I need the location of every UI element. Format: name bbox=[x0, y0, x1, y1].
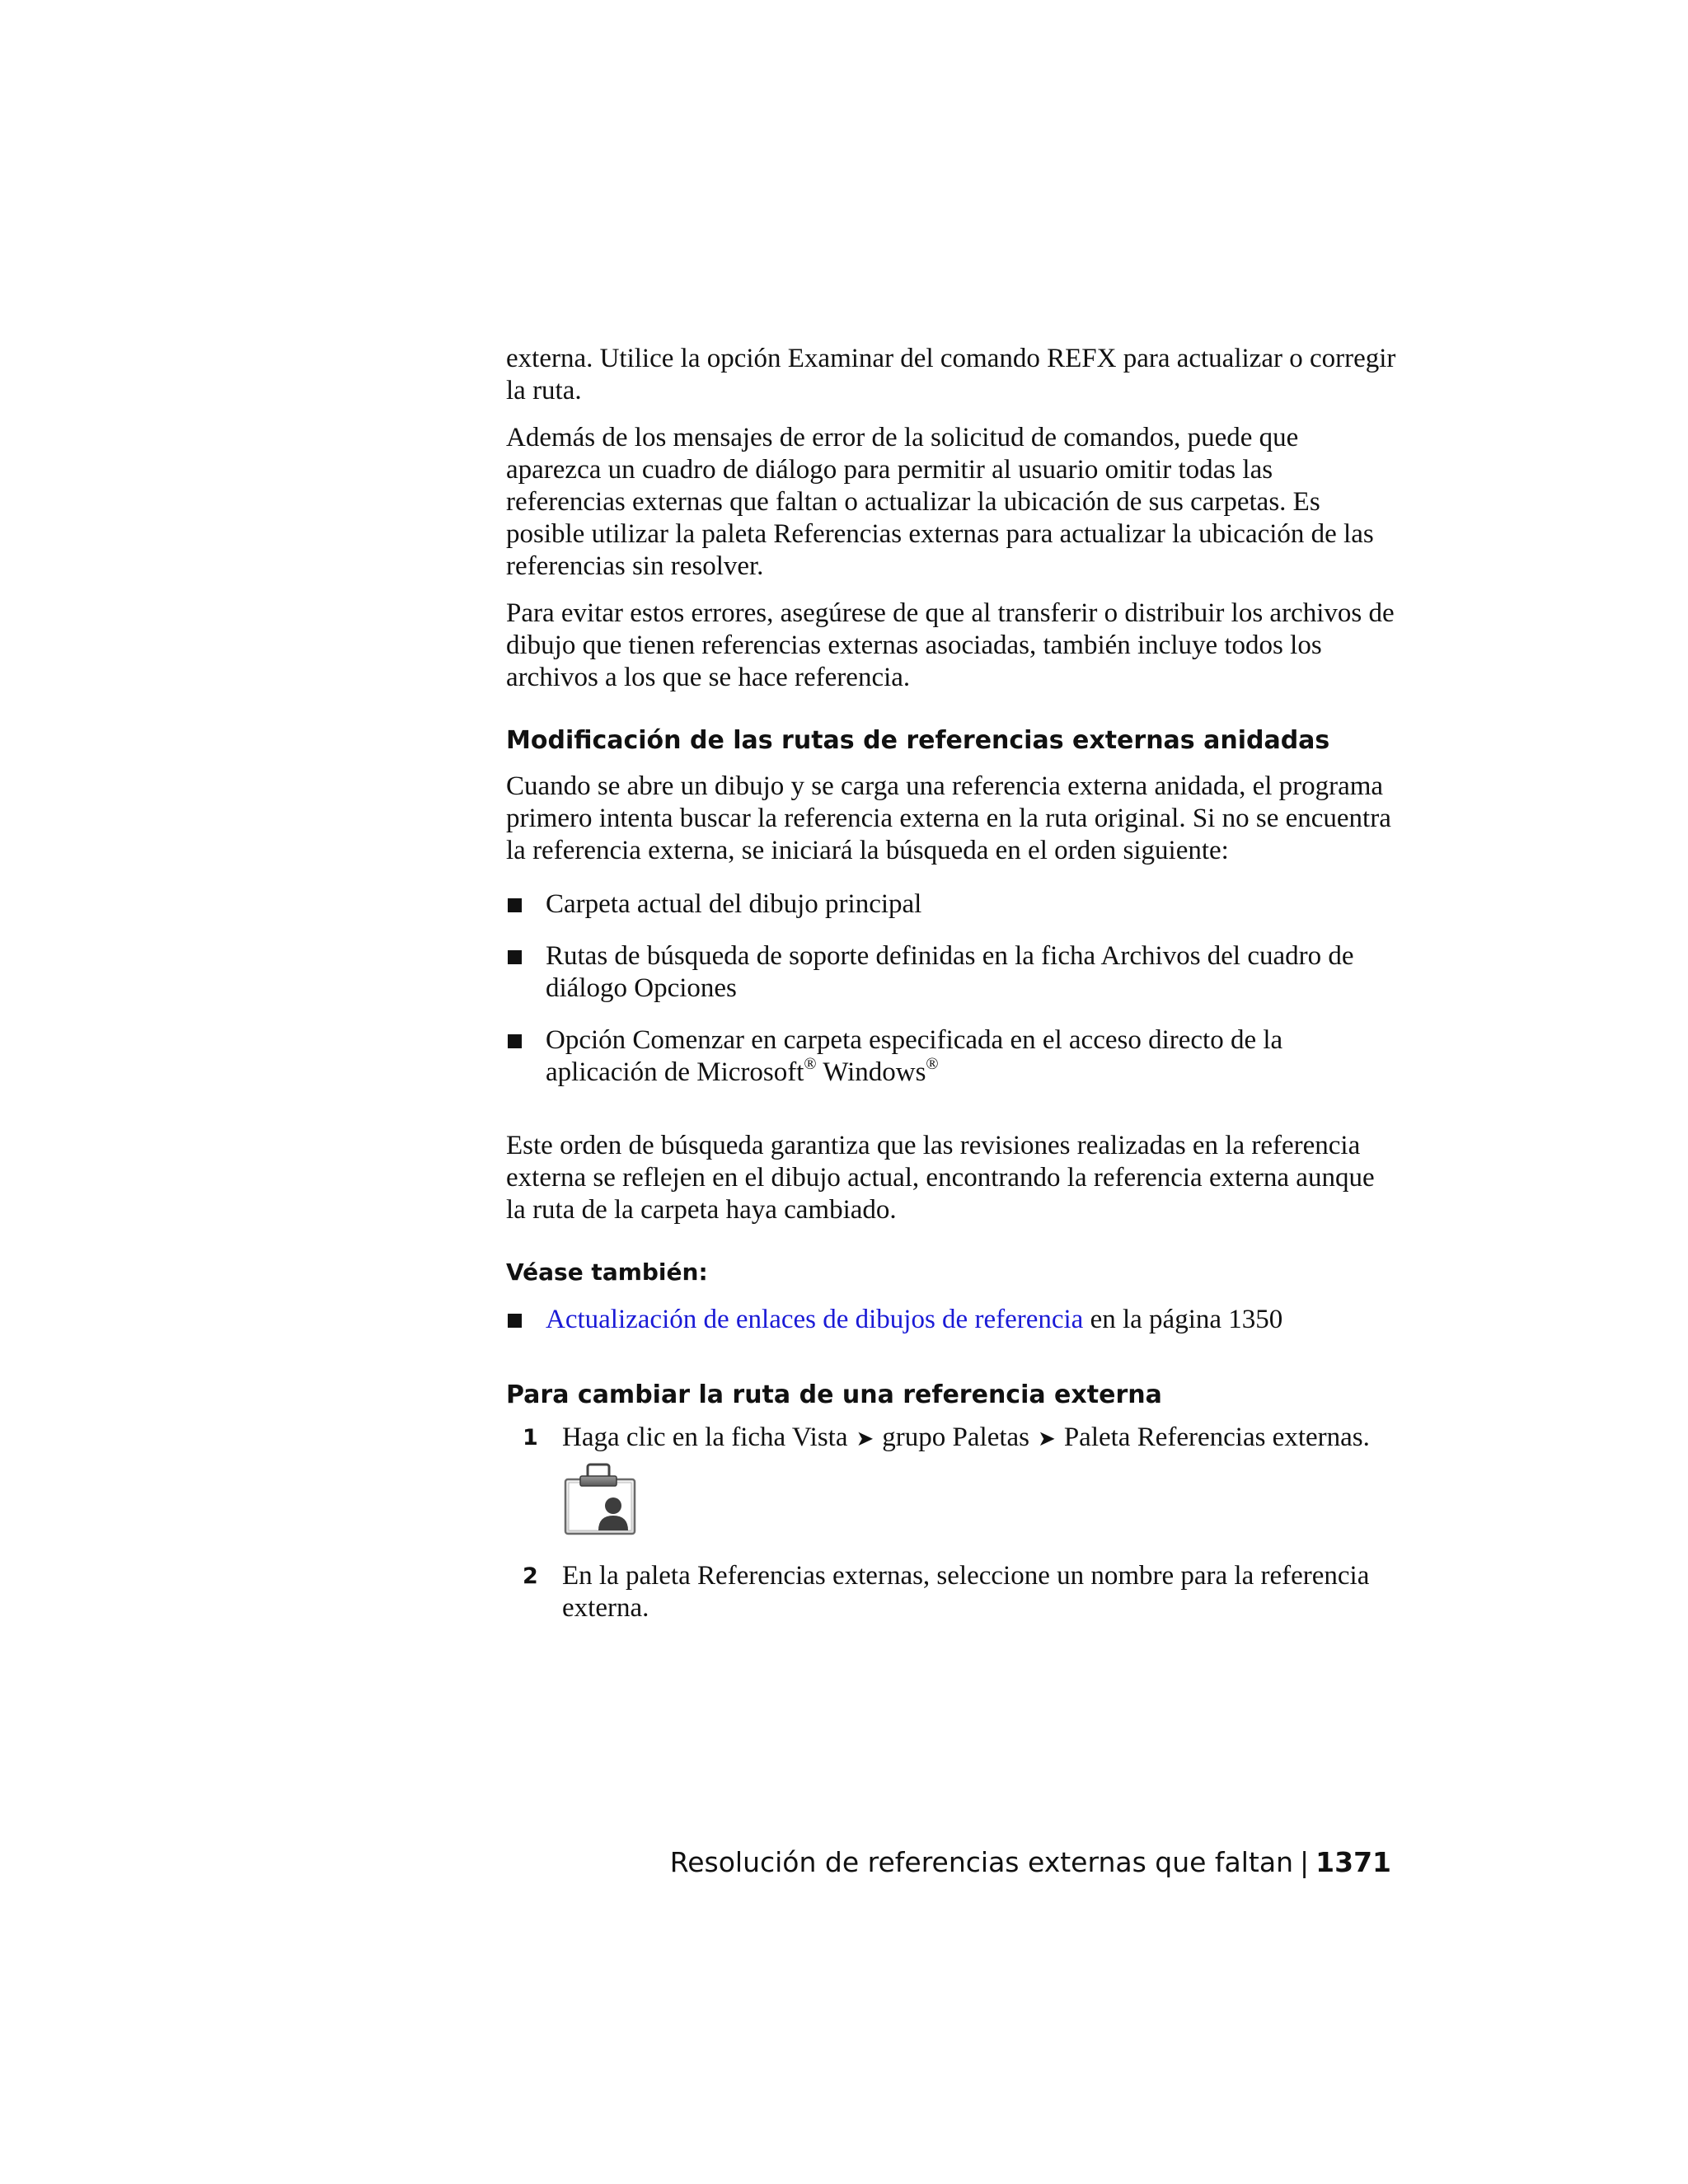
intro-paragraph-1: externa. Utilice la opción Examinar del comando REFX para actualizar o corregir la ruta. bbox=[506, 344, 1396, 405]
step-text-part: grupo Paletas bbox=[882, 1422, 1030, 1452]
bullet-square-icon bbox=[508, 1314, 522, 1328]
list-item bbox=[506, 940, 1398, 1005]
list-item-text bbox=[546, 1025, 1282, 1087]
procedure-step bbox=[506, 1560, 1398, 1624]
chapter-title: Resolución de referencias externas que faltan bbox=[669, 1846, 1294, 1878]
list-item-text-part: Opción Comenzar en carpeta especificada en el acceso directo de la aplicación de Microsoft bbox=[546, 1025, 1283, 1087]
procedure-steps bbox=[506, 1422, 1398, 1624]
registered-mark: ® bbox=[926, 1055, 939, 1073]
registered-mark: ® bbox=[804, 1055, 817, 1073]
step-number: 1 bbox=[523, 1425, 538, 1451]
step-text bbox=[562, 1422, 1370, 1452]
intro-paragraph-2: Además de los mensajes de error de la solicitud de comandos, puede que aparezca un cuadro de diálogo para permitir al usuario omitir todas las referencias externas que faltan o actualizar la ubicación de sus carpetas. Es posible utilizar la paleta Referencias externas para actualizar la ubicación de las referencias sin resolver. bbox=[506, 423, 1374, 581]
list-item bbox=[506, 1024, 1398, 1089]
arrow-right-icon: ➤ bbox=[856, 1427, 874, 1451]
procedure-step bbox=[506, 1422, 1398, 1537]
bullet-square-icon bbox=[508, 1034, 522, 1048]
section-heading: Modificación de las rutas de referencias externas anidadas bbox=[506, 726, 1330, 755]
see-also-list bbox=[506, 1304, 1398, 1336]
step-text: En la paleta Referencias externas, seleccione un nombre para la referencia externa. bbox=[562, 1561, 1370, 1623]
external-references-palette-icon[interactable] bbox=[562, 1461, 638, 1537]
bullet-square-icon bbox=[508, 898, 522, 912]
procedure-heading: Para cambiar la ruta de una referencia externa bbox=[506, 1380, 1162, 1409]
see-also-link[interactable]: Actualización de enlaces de dibujos de referencia bbox=[546, 1305, 1084, 1334]
page-body bbox=[506, 343, 1398, 1624]
section-intro-paragraph: Cuando se abre un dibujo y se carga una referencia externa anidada, el programa primero intenta buscar la referencia externa en la ruta original. Si no se encuentra la referencia externa, se iniciará la búsqueda en el orden siguiente: bbox=[506, 771, 1391, 865]
see-also-page-reference: en la página 1350 bbox=[1083, 1305, 1283, 1334]
step-number: 2 bbox=[523, 1563, 538, 1589]
search-order-list bbox=[506, 888, 1398, 1089]
see-also-heading: Véase también: bbox=[506, 1258, 708, 1286]
intro-paragraph-3: Para evitar estos errores, asegúrese de que al transferir o distribuir los archivos de dibujo que tienen referencias externas asociadas, también incluye todos los archivos a los que se hace referencia. bbox=[506, 598, 1395, 692]
list-item-text-part: Windows bbox=[816, 1057, 926, 1087]
page-footer bbox=[670, 1846, 1391, 1878]
section-closing-paragraph: Este orden de búsqueda garantiza que las revisiones realizadas en la referencia externa se reflejen en el dibujo actual, encontrando la referencia externa aunque la ruta de la carpeta haya cambiado. bbox=[506, 1131, 1375, 1225]
step-text-part: Paleta Referencias externas. bbox=[1063, 1422, 1370, 1452]
list-item bbox=[506, 888, 1398, 921]
list-item-text: Carpeta actual del dibujo principal bbox=[546, 889, 922, 919]
list-item bbox=[506, 1304, 1398, 1336]
bullet-square-icon bbox=[508, 950, 522, 964]
page-number: 1371 bbox=[1315, 1846, 1391, 1878]
list-item-text: Rutas de búsqueda de soporte definidas en la ficha Archivos del cuadro de diálogo Opciones bbox=[546, 941, 1354, 1003]
footer-separator: | bbox=[1300, 1846, 1310, 1878]
step-text-part: Haga clic en la ficha Vista bbox=[562, 1422, 848, 1452]
arrow-right-icon: ➤ bbox=[1038, 1427, 1056, 1451]
